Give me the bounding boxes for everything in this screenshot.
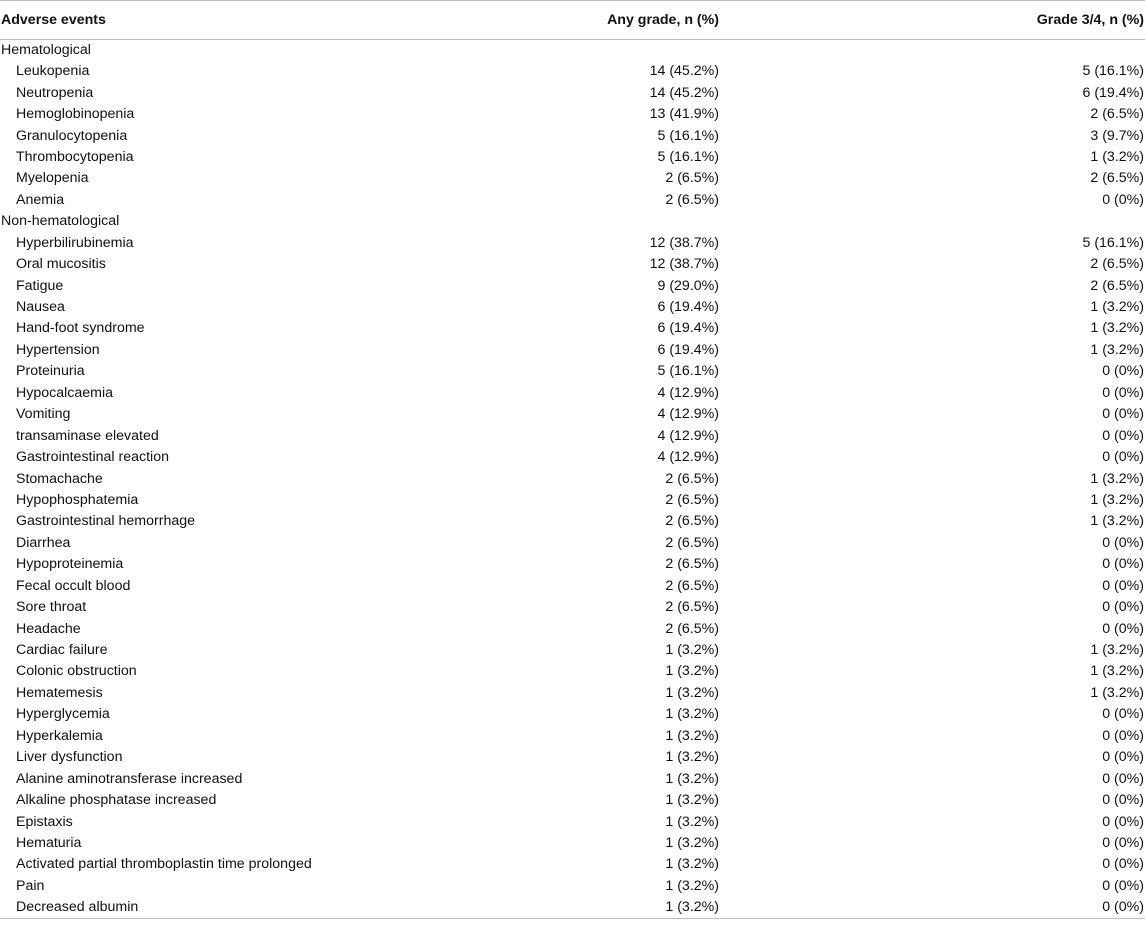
grade-3-4-cell: 0 (0%) — [1102, 406, 1144, 423]
any-grade-cell: 1 (3.2%) — [665, 706, 719, 723]
event-name-cell: Hypocalcaemia — [16, 384, 113, 401]
table-row — [0, 576, 1145, 597]
table-row — [0, 833, 1145, 854]
any-grade-cell: 1 (3.2%) — [665, 834, 719, 851]
table-row — [0, 683, 1145, 704]
event-name-cell: Stomachache — [16, 470, 103, 487]
table-row — [0, 533, 1145, 554]
any-grade-cell: 2 (6.5%) — [665, 599, 719, 616]
table-row — [0, 168, 1145, 189]
event-name-cell: Hypoproteinemia — [16, 556, 124, 573]
any-grade-cell: 2 (6.5%) — [665, 620, 719, 637]
grade-3-4-cell: 2 (6.5%) — [1090, 277, 1144, 294]
grade-3-4-cell: 0 (0%) — [1102, 727, 1144, 744]
event-name-cell: Decreased albumin — [0, 897, 560, 919]
event-name-cell: Neutropenia — [16, 84, 94, 101]
any-grade-cell: 1 (3.2%) — [665, 813, 719, 830]
event-name-cell: transaminase elevated — [16, 427, 159, 444]
grade-3-4-cell: 2 (6.5%) — [1090, 106, 1144, 123]
event-name-cell: Granulocytopenia — [16, 127, 128, 144]
table-row — [0, 340, 1145, 361]
event-name-cell: Headache — [16, 620, 81, 637]
any-grade-cell: 2 (6.5%) — [665, 513, 719, 530]
table-row — [0, 854, 1145, 875]
table-row — [0, 640, 1145, 661]
grade-3-4-cell: 1 (3.2%) — [1090, 470, 1144, 487]
any-grade-cell: 4 (12.9%) — [657, 384, 719, 401]
table-row — [0, 425, 1145, 446]
table-row — [0, 490, 1145, 511]
table-row — [0, 190, 1145, 211]
grade-3-4-cell: 0 (0%) — [1102, 856, 1144, 873]
grade-3-4-cell: 3 (9.7%) — [1090, 127, 1144, 144]
event-name-cell: Hypophosphatemia — [16, 491, 139, 508]
table-row — [0, 275, 1145, 296]
group-label: Hematological — [1, 42, 91, 58]
table-header — [0, 1, 1145, 40]
table-row — [0, 747, 1145, 768]
grade-3-4-cell: 1 (3.2%) — [1090, 341, 1144, 358]
any-grade-cell: 12 (38.7%) — [649, 234, 719, 251]
table-row — [0, 811, 1145, 832]
any-grade-cell: 1 (3.2%) — [665, 642, 719, 659]
event-name-cell: Hyperglycemia — [16, 706, 110, 723]
event-name-cell: Nausea — [16, 299, 65, 316]
grade-3-4-cell: 0 (0%) — [1102, 792, 1144, 809]
any-grade-cell: 2 (6.5%) — [665, 534, 719, 551]
event-name-cell: Cardiac failure — [16, 642, 108, 659]
event-name-cell: Leukopenia — [16, 63, 90, 80]
any-grade-cell: 13 (41.9%) — [649, 106, 719, 123]
event-name-cell: Gastrointestinal hemorrhage — [16, 513, 196, 530]
table-row — [0, 82, 1145, 103]
table-row — [0, 318, 1145, 339]
any-grade-cell: 6 (19.4%) — [657, 299, 719, 316]
header-row — [0, 1, 1145, 40]
table-row — [0, 297, 1145, 318]
table-row — [0, 61, 1145, 82]
grade-3-4-cell: 0 (0%) — [1102, 770, 1144, 787]
grade-3-4-cell: 0 (0%) — [1102, 620, 1144, 637]
table-row — [0, 233, 1145, 254]
any-grade-cell: 2 (6.5%) — [665, 491, 719, 508]
table-row — [0, 897, 1145, 919]
any-grade-cell: 2 (6.5%) — [665, 577, 719, 594]
grade-3-4-cell: 0 (0%) — [1102, 427, 1144, 444]
any-grade-cell: 6 (19.4%) — [657, 341, 719, 358]
event-name-cell: Anemia — [16, 191, 65, 208]
any-grade-cell: 4 (12.9%) — [657, 449, 719, 466]
table-row — [0, 704, 1145, 725]
table-row — [0, 597, 1145, 618]
grade-3-4-cell: 1 (3.2%) — [1090, 513, 1144, 530]
any-grade-cell: 14 (45.2%) — [649, 63, 719, 80]
any-grade-cell: 4 (12.9%) — [657, 427, 719, 444]
grade-3-4-cell: 0 (0%) — [1102, 834, 1144, 851]
grade-3-4-cell: 0 (0%) — [1102, 363, 1144, 380]
table-row — [0, 618, 1145, 639]
event-name-cell: Oral mucositis — [16, 256, 106, 273]
table-row — [0, 125, 1145, 146]
header-grade-3-4: Grade 3/4, n (%) — [720, 1, 1145, 40]
table-row — [0, 790, 1145, 811]
event-name-cell: Epistaxis — [16, 813, 73, 830]
event-name-cell: Hypertension — [16, 341, 100, 358]
group-label: Non-hematological — [1, 213, 120, 230]
grade-3-4-cell: 5 (16.1%) — [1082, 63, 1144, 80]
grade-3-4-cell: 0 (0%) — [720, 897, 1145, 919]
grade-3-4-cell: 1 (3.2%) — [1090, 148, 1144, 165]
table-body — [0, 40, 1145, 919]
grade-3-4-cell: 0 (0%) — [1102, 706, 1144, 723]
grade-3-4-cell: 5 (16.1%) — [1082, 234, 1144, 251]
event-name-cell: Vomiting — [16, 406, 71, 423]
table-row — [0, 511, 1145, 532]
any-grade-cell: 1 (3.2%) — [665, 749, 719, 766]
any-grade-cell: 1 (3.2%) — [665, 684, 719, 701]
grade-3-4-cell: 0 (0%) — [1102, 599, 1144, 616]
grade-3-4-cell: 0 (0%) — [1102, 191, 1144, 208]
event-name-cell: Activated partial thromboplastin time prolonged — [16, 856, 312, 873]
grade-3-4-cell: 0 (0%) — [1102, 556, 1144, 573]
table-row — [0, 768, 1145, 789]
any-grade-cell: 4 (12.9%) — [657, 406, 719, 423]
event-name-cell: Fatigue — [16, 277, 64, 294]
table-row — [0, 726, 1145, 747]
event-name-cell: Alanine aminotransferase increased — [16, 770, 243, 787]
table-row — [0, 104, 1145, 125]
table-row — [0, 661, 1145, 682]
grade-3-4-cell: 0 (0%) — [1102, 749, 1144, 766]
grade-3-4-cell: 1 (3.2%) — [1090, 684, 1144, 701]
any-grade-cell: 1 (3.2%) — [665, 877, 719, 894]
grade-3-4-cell: 0 (0%) — [1102, 877, 1144, 894]
table-row — [0, 876, 1145, 897]
event-name-cell: Myelopenia — [16, 170, 89, 187]
any-grade-cell: 5 (16.1%) — [657, 127, 719, 144]
event-name-cell: Alkaline phosphatase increased — [16, 792, 217, 809]
any-grade-cell: 2 (6.5%) — [665, 556, 719, 573]
event-name-cell: Hand-foot syndrome — [16, 320, 145, 337]
any-grade-cell: 2 (6.5%) — [665, 191, 719, 208]
any-grade-cell: 5 (16.1%) — [657, 363, 719, 380]
grade-3-4-cell: 1 (3.2%) — [1090, 663, 1144, 680]
any-grade-cell: 1 (3.2%) — [665, 792, 719, 809]
grade-3-4-cell: 0 (0%) — [1102, 534, 1144, 551]
any-grade-cell: 12 (38.7%) — [649, 256, 719, 273]
table-row — [0, 447, 1145, 468]
event-name-cell: Hyperbilirubinemia — [16, 234, 134, 251]
grade-3-4-cell: 0 (0%) — [1102, 577, 1144, 594]
any-grade-cell: 9 (29.0%) — [657, 277, 719, 294]
table-row — [0, 361, 1145, 382]
any-grade-cell: 5 (16.1%) — [657, 148, 719, 165]
grade-3-4-cell: 0 (0%) — [1102, 813, 1144, 830]
event-name-cell: Liver dysfunction — [16, 749, 123, 766]
event-name-cell: Fecal occult blood — [16, 577, 131, 594]
table-row — [0, 254, 1145, 275]
event-name-cell: Pain — [16, 877, 45, 894]
grade-3-4-cell: 1 (3.2%) — [1090, 320, 1144, 337]
event-name-cell: Colonic obstruction — [16, 663, 137, 680]
grade-3-4-cell: 2 (6.5%) — [1090, 170, 1144, 187]
any-grade-cell: 2 (6.5%) — [665, 470, 719, 487]
table-row — [0, 383, 1145, 404]
table-row — [0, 554, 1145, 575]
table-row — [0, 404, 1145, 425]
any-grade-cell: 1 (3.2%) — [665, 663, 719, 680]
any-grade-cell: 6 (19.4%) — [657, 320, 719, 337]
any-grade-cell: 2 (6.5%) — [665, 170, 719, 187]
any-grade-cell: 1 (3.2%) — [665, 727, 719, 744]
grade-3-4-cell: 1 (3.2%) — [1090, 299, 1144, 316]
grade-3-4-cell: 1 (3.2%) — [1090, 491, 1144, 508]
any-grade-cell: 1 (3.2%) — [665, 770, 719, 787]
group-row — [0, 211, 1145, 232]
grade-3-4-cell: 2 (6.5%) — [1090, 256, 1144, 273]
event-name-cell: Hemoglobinopenia — [16, 106, 135, 123]
header-any-grade: Any grade, n (%) — [560, 1, 720, 40]
grade-3-4-cell: 6 (19.4%) — [1082, 84, 1144, 101]
event-name-cell: Hematemesis — [16, 684, 103, 701]
any-grade-cell: 1 (3.2%) — [665, 856, 719, 873]
header-adverse-events: Adverse events — [0, 1, 560, 40]
event-name-cell: Sore throat — [16, 599, 87, 616]
event-name-cell: Gastrointestinal reaction — [16, 449, 169, 466]
event-name-cell: Proteinuria — [16, 363, 85, 380]
group-row — [0, 40, 1145, 62]
table-row — [0, 468, 1145, 489]
event-name-cell: Thrombocytopenia — [16, 148, 134, 165]
grade-3-4-cell: 1 (3.2%) — [1090, 642, 1144, 659]
grade-3-4-cell: 0 (0%) — [1102, 384, 1144, 401]
any-grade-cell: 1 (3.2%) — [560, 897, 720, 919]
grade-3-4-cell: 0 (0%) — [1102, 449, 1144, 466]
event-name-cell: Diarrhea — [16, 534, 71, 551]
event-name-cell: Hematuria — [16, 834, 82, 851]
event-name-cell: Hyperkalemia — [16, 727, 103, 744]
any-grade-cell: 14 (45.2%) — [649, 84, 719, 101]
table-row — [0, 147, 1145, 168]
